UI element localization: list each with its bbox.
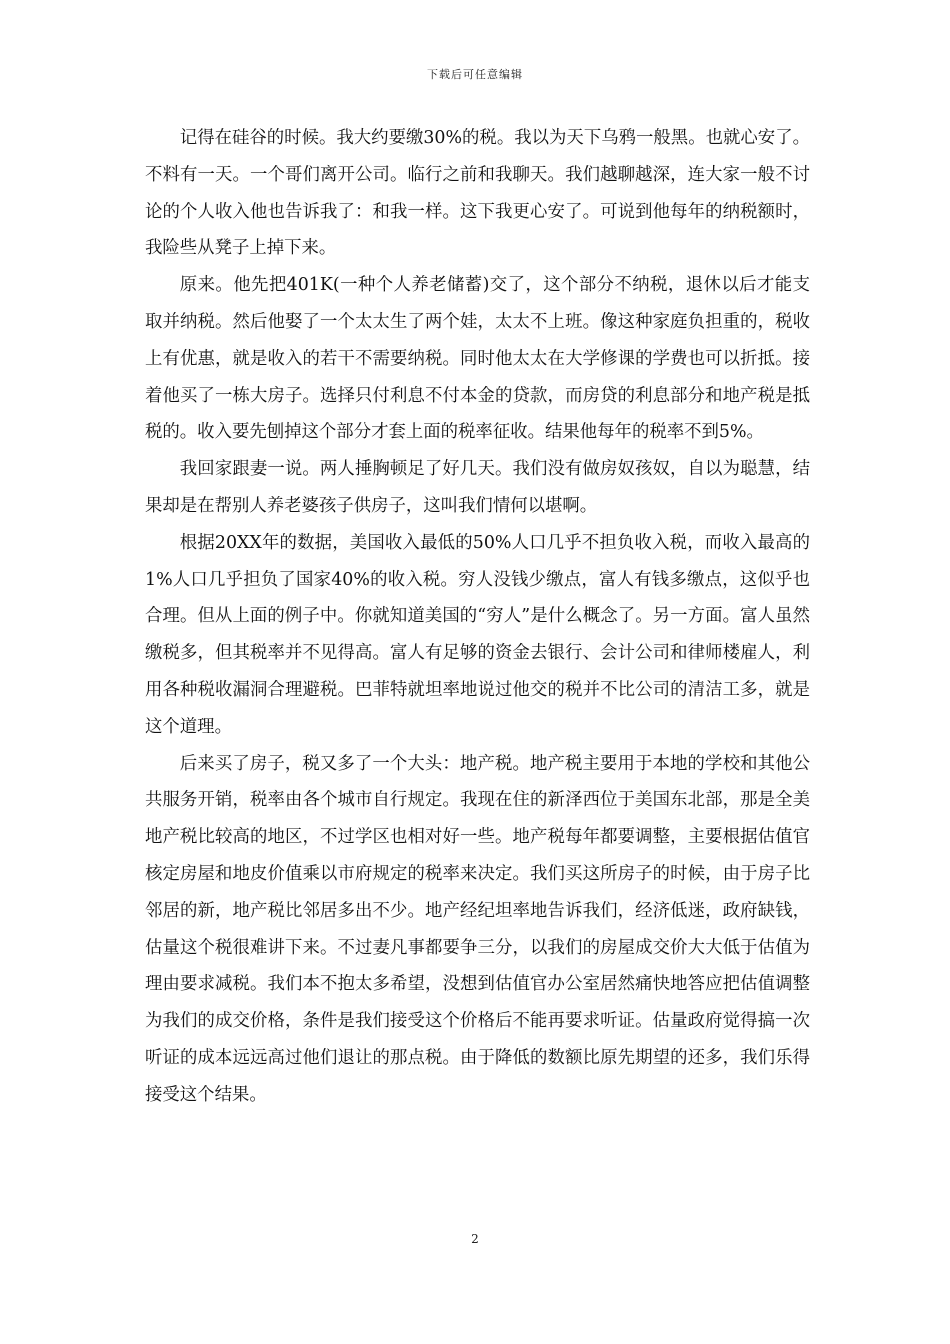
paragraph: 后来买了房子，税又多了一个大头：地产税。地产税主要用于本地的学校和其他公共服务开销，税率由各个城市自行规定。我现在住的新泽西位于美国东北部，那是全美地产税比较高的地区，不过学区也相对好一些。地产税每年都要调整，主要根据估值官核定房屋和地皮价值乘以市府规定的税率来决定。我们买这所房子的时候，由于房子比邻居的新，地产税比邻居多出不少。地产经纪坦率地告诉我们，经济低迷，政府缺钱，估量这个税很难讲下来。不过妻凡事都要争三分，以我们的房屋成交价大大低于估值为理由要求减税。我们本不抱太多希望，没想到估值官办公室居然痛快地答应把估值调整为我们的成交价格，条件是我们接受这个价格后不能再要求听证。估量政府觉得搞一次听证的成本远远高过他们退让的那点税。由于降低的数额比原先期望的还多，我们乐得接受这个结果。 — [145, 753, 810, 1105]
paragraph: 记得在硅谷的时候。我大约要缴30%的税。我以为天下乌鸦一般黑。也就心安了。不料有一天。一个哥们离开公司。临行之前和我聊天。我们越聊越深，连大家一般不讨论的个人收入他也告诉我了：和我一样。这下我更心安了。可说到他每年的纳税额时，我险些从凳子上掉下来。 — [145, 128, 810, 259]
paragraph: 我回家跟妻一说。两人捶胸顿足了好几天。我们没有做房奴孩奴，自以为聪慧，结果却是在帮别人养老婆孩子供房子，这叫我们情何以堪啊。 — [145, 459, 810, 516]
page-header: 下载后可任意编辑 — [427, 68, 523, 81]
paragraph: 原来。他先把401K(一种个人养老储蓄)交了，这个部分不纳税，退休以后才能支取并纳税。然后他娶了一个太太生了两个娃，太太不上班。像这种家庭负担重的，税收上有优惠，就是收入的若干不需要纳税。同时他太太在大学修课的学费也可以折抵。接着他买了一栋大房子。选择只付利息不付本金的贷款，而房贷的利息部分和地产税是抵税的。收入要先刨掉这个部分才套上面的税率征收。结果他每年的税率不到5%。 — [145, 275, 810, 443]
page-number: 2 — [471, 1232, 479, 1246]
paragraph: 根据20XX年的数据，美国收入最低的50%人口几乎不担负收入税，而收入最高的1%人口几乎担负了国家40%的收入税。穷人没钱少缴点，富人有钱多缴点，这似乎也合理。但从上面的例子中。你就知道美国的“穷人”是什么概念了。另一方面。富人虽然缴税多，但其税率并不见得高。富人有足够的资金去银行、会计公司和律师楼雇人，利用各种税收漏洞合理避税。巴菲特就坦率地说过他交的税并不比公司的清洁工多，就是这个道理。 — [145, 532, 810, 737]
document-body — [145, 120, 810, 1114]
